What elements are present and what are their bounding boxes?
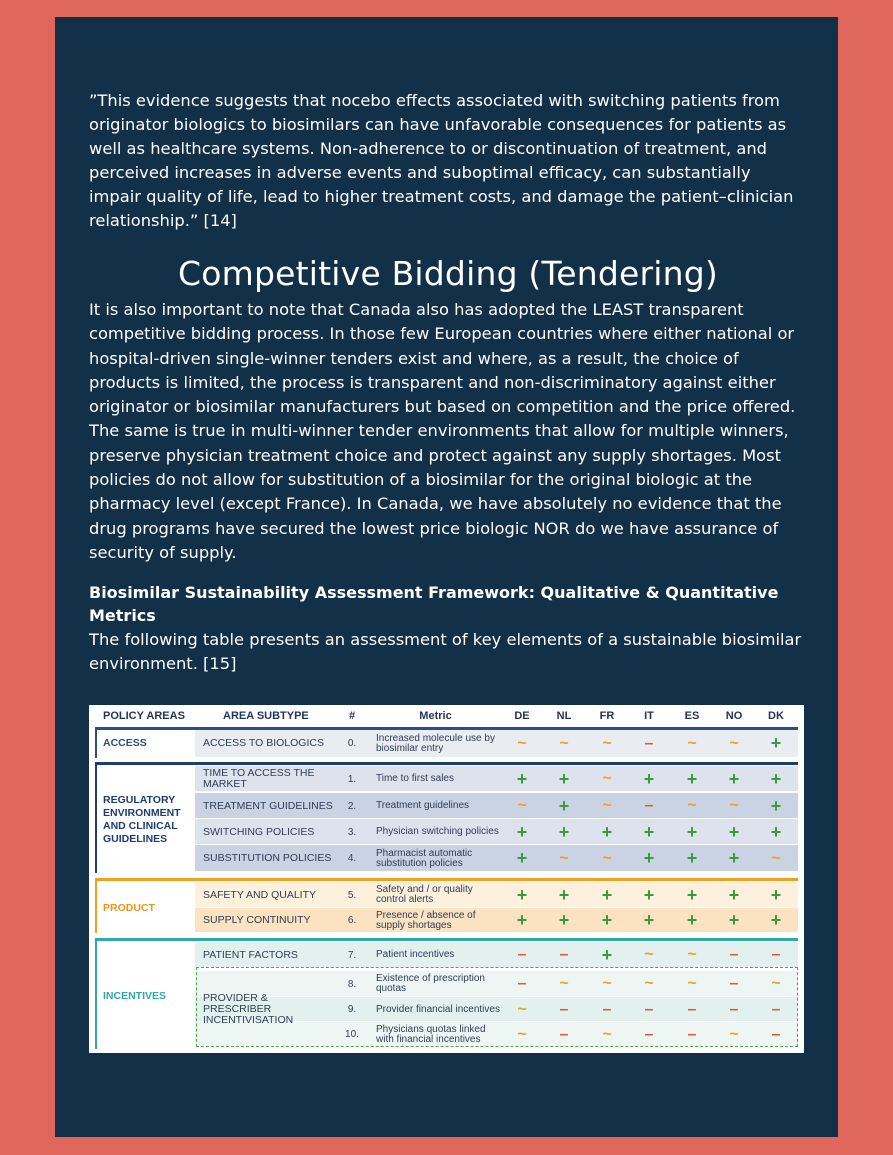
row-metric: Increased molecule use by biosimilar entry — [376, 732, 495, 754]
rating-minus-icon: – — [602, 1000, 612, 1018]
category-access: ACCESS — [103, 737, 147, 749]
rating-plus-icon: + — [558, 884, 570, 905]
rating-tilde-icon: ~ — [729, 734, 739, 752]
rating-minus-icon: – — [644, 734, 654, 752]
rating-plus-icon: + — [558, 768, 570, 789]
rating-tilde-icon: ~ — [602, 975, 612, 992]
header-country-nl: NL — [556, 710, 572, 722]
rating-tilde-icon: ~ — [602, 1025, 612, 1043]
incentives-bar — [95, 938, 97, 1049]
header-country-de: DE — [514, 710, 530, 722]
rating-plus-icon: + — [728, 910, 740, 930]
header-metric: Metric — [419, 710, 452, 722]
header-area-subtype: AREA SUBTYPE — [223, 710, 309, 722]
rating-tilde-icon: ~ — [771, 975, 781, 992]
subtype-access-to-biologics: ACCESS TO BIOLOGICS — [203, 737, 324, 749]
assessment-table — [89, 705, 804, 1053]
rating-plus-icon: + — [686, 884, 698, 905]
row-number: 6. — [347, 915, 357, 926]
rating-plus-icon: + — [516, 768, 528, 789]
rating-plus-icon: + — [728, 768, 740, 789]
rating-plus-icon: + — [728, 821, 740, 842]
rating-minus-icon: – — [687, 1000, 697, 1018]
rating-plus-icon: + — [770, 884, 782, 905]
row-number: 0. — [347, 738, 357, 749]
rating-plus-icon: + — [516, 884, 528, 905]
subtype-switching-policies: SWITCHING POLICIES — [203, 825, 315, 838]
row-metric: Pharmacist automatic substitution policies — [376, 847, 473, 869]
rating-minus-icon: – — [771, 1025, 781, 1043]
rating-minus-icon: – — [729, 946, 739, 963]
row-number: 5. — [347, 889, 357, 901]
table-intro: The following table presents an assessment of key elements of a sustainable biosimilar environment. [15] — [89, 630, 802, 673]
rating-plus-icon: + — [643, 884, 655, 905]
subtype-supply-continuity: SUPPLY CONTINUITY — [203, 914, 311, 926]
row-metric: Safety and / or quality control alerts — [376, 884, 473, 905]
row-metric: Existence of prescription quotas — [376, 973, 485, 994]
rating-minus-icon: – — [559, 1025, 569, 1043]
incentives-divider — [95, 938, 798, 941]
rating-tilde-icon: ~ — [644, 975, 654, 992]
header-country-fr: FR — [599, 710, 615, 722]
rating-tilde-icon: ~ — [602, 734, 612, 752]
body-paragraph: It is also important to note that Canada also has adopted the LEAST transparent competitive bidding process. In those few European countries where either national or hospital-driven single-winner tenders exist and where, as a result, the choice of products is limited, the process is transparent and non-discriminatory against either originator or biosimilar manufacturers but based on competition and the price offered. The same is true in multi-winner tender environments that allow for multiple winners, preserve physician treatment choice and protect against any supply shortages. Most policies do not allow for substitution of a biosimilar for the original biologic at the pharmacy level (except France). In Canada, we have absolutely no evidence that the drug programs have secured the lowest price biologic NOR do we have assurance of security of supply. — [89, 300, 796, 562]
rating-tilde-icon: ~ — [644, 946, 654, 963]
rating-plus-icon: + — [686, 910, 698, 930]
header-policy-areas: POLICY AREAS — [103, 710, 185, 722]
rating-plus-icon: + — [770, 733, 782, 753]
rating-minus-icon: – — [559, 946, 569, 963]
table-subheading: Biosimilar Sustainability Assessment Framework: Qualitative & Quantitative Metrics — [89, 583, 779, 625]
row-metric: Time to first sales — [376, 773, 454, 784]
rating-tilde-icon: ~ — [517, 1025, 527, 1043]
header-country-no: NO — [725, 710, 743, 722]
row-metric: Treatment guidelines — [376, 800, 470, 811]
header-number: # — [348, 710, 356, 722]
rating-minus-icon: – — [687, 1025, 697, 1043]
row-number: 2. — [347, 800, 357, 812]
rating-tilde-icon: ~ — [559, 849, 569, 867]
rating-plus-icon: + — [601, 910, 613, 930]
rating-tilde-icon: ~ — [517, 1000, 527, 1018]
rating-plus-icon: + — [643, 910, 655, 930]
rating-minus-icon: – — [771, 1000, 781, 1018]
rating-tilde-icon: ~ — [729, 1025, 739, 1043]
subtype-provider-incentivisation: PROVIDER & PRESCRIBER INCENTIVISATION — [203, 991, 294, 1026]
row-metric: Patient incentives — [376, 949, 455, 960]
header-country-es: ES — [684, 710, 700, 722]
product-bar — [95, 878, 97, 933]
rating-plus-icon: + — [728, 884, 740, 905]
rating-tilde-icon: ~ — [687, 946, 697, 963]
product-divider — [95, 878, 798, 881]
category-incentives: INCENTIVES — [103, 990, 167, 1002]
row-metric: Physicians quotas linked with financial incentives — [376, 1023, 486, 1045]
rating-plus-icon: + — [558, 910, 570, 930]
category-regulatory: REGULATORY ENVIRONMENT AND CLINICAL GUIDELINES — [103, 794, 181, 845]
quote-paragraph: ”This evidence suggests that nocebo effects associated with switching patients from originator biologics to biosimilars can have unfavorable consequences for patients as well as healthcare systems. Non-adherence to or discontinuation of treatment, and perceived increases in adverse events and suboptimal efficacy, can substantially impair quality of life, lead to higher treatment costs, and damage the patient–clinician relationship.” [14] — [89, 91, 794, 230]
subtype-patient-factors: PATIENT FACTORS — [203, 948, 298, 961]
rating-plus-icon: + — [601, 821, 613, 842]
rating-plus-icon: + — [516, 821, 528, 842]
regulatory-bar — [95, 762, 97, 873]
rating-plus-icon: + — [558, 821, 570, 842]
rating-tilde-icon: ~ — [517, 734, 527, 752]
rating-plus-icon: + — [770, 795, 782, 816]
header-country-it: IT — [644, 710, 654, 722]
row-metric: Physician switching policies — [376, 826, 499, 837]
rating-tilde-icon: ~ — [687, 734, 697, 752]
rating-plus-icon: + — [516, 910, 528, 930]
row-number: 9. — [347, 1004, 357, 1015]
rating-plus-icon: + — [516, 848, 528, 868]
rating-plus-icon: + — [770, 910, 782, 930]
rating-plus-icon: + — [728, 848, 740, 868]
rating-plus-icon: + — [643, 848, 655, 868]
row-number: 3. — [347, 826, 357, 838]
row-metric: Provider financial incentives — [376, 1003, 500, 1015]
rating-tilde-icon: ~ — [602, 849, 612, 867]
row-number: 10. — [345, 1029, 359, 1040]
rating-tilde-icon: ~ — [687, 975, 697, 992]
rating-plus-icon: + — [558, 795, 570, 816]
row-number: 8. — [347, 978, 357, 990]
subtype-time-to-access: TIME TO ACCESS THE MARKET — [203, 767, 315, 790]
rating-plus-icon: + — [643, 821, 655, 842]
row-number: 7. — [347, 949, 357, 961]
rating-minus-icon: – — [517, 975, 527, 992]
subtype-substitution-policies: SUBSTITUTION POLICIES — [203, 852, 332, 864]
rating-plus-icon: + — [643, 768, 655, 789]
access-bar — [95, 727, 97, 758]
rating-tilde-icon: ~ — [559, 975, 569, 992]
row-number: 1. — [347, 773, 357, 785]
rating-plus-icon: + — [770, 768, 782, 789]
rating-plus-icon: + — [601, 884, 613, 905]
regulatory-divider — [95, 762, 798, 765]
rating-tilde-icon: ~ — [771, 849, 781, 867]
rating-minus-icon: – — [771, 946, 781, 963]
rating-tilde-icon: ~ — [559, 734, 569, 752]
subtype-treatment-guidelines: TREATMENT GUIDELINES — [203, 799, 333, 812]
rating-tilde-icon: ~ — [687, 797, 697, 814]
rating-tilde-icon: ~ — [602, 797, 612, 814]
rating-plus-icon: + — [686, 848, 698, 868]
category-product: PRODUCT — [103, 902, 155, 914]
header-country-dk: DK — [768, 710, 784, 722]
subtype-safety-quality: SAFETY AND QUALITY — [203, 888, 317, 901]
rating-plus-icon: + — [686, 768, 698, 789]
row-metric: Presence / absence of supply shortages — [376, 909, 476, 931]
rating-minus-icon: – — [644, 797, 654, 814]
rating-plus-icon: + — [601, 944, 613, 965]
rating-plus-icon: + — [770, 821, 782, 842]
section-heading: Competitive Bidding (Tendering) — [178, 254, 718, 293]
rating-minus-icon: – — [644, 1025, 654, 1043]
rating-plus-icon: + — [686, 821, 698, 842]
rating-tilde-icon: ~ — [729, 797, 739, 814]
rating-tilde-icon: ~ — [602, 770, 612, 787]
rating-minus-icon: – — [644, 1000, 654, 1018]
rating-minus-icon: – — [517, 946, 527, 963]
rating-minus-icon: – — [729, 975, 739, 992]
row-number: 4. — [347, 853, 357, 864]
rating-minus-icon: – — [729, 1000, 739, 1018]
rating-minus-icon: – — [559, 1000, 569, 1018]
rating-tilde-icon: ~ — [517, 797, 527, 814]
